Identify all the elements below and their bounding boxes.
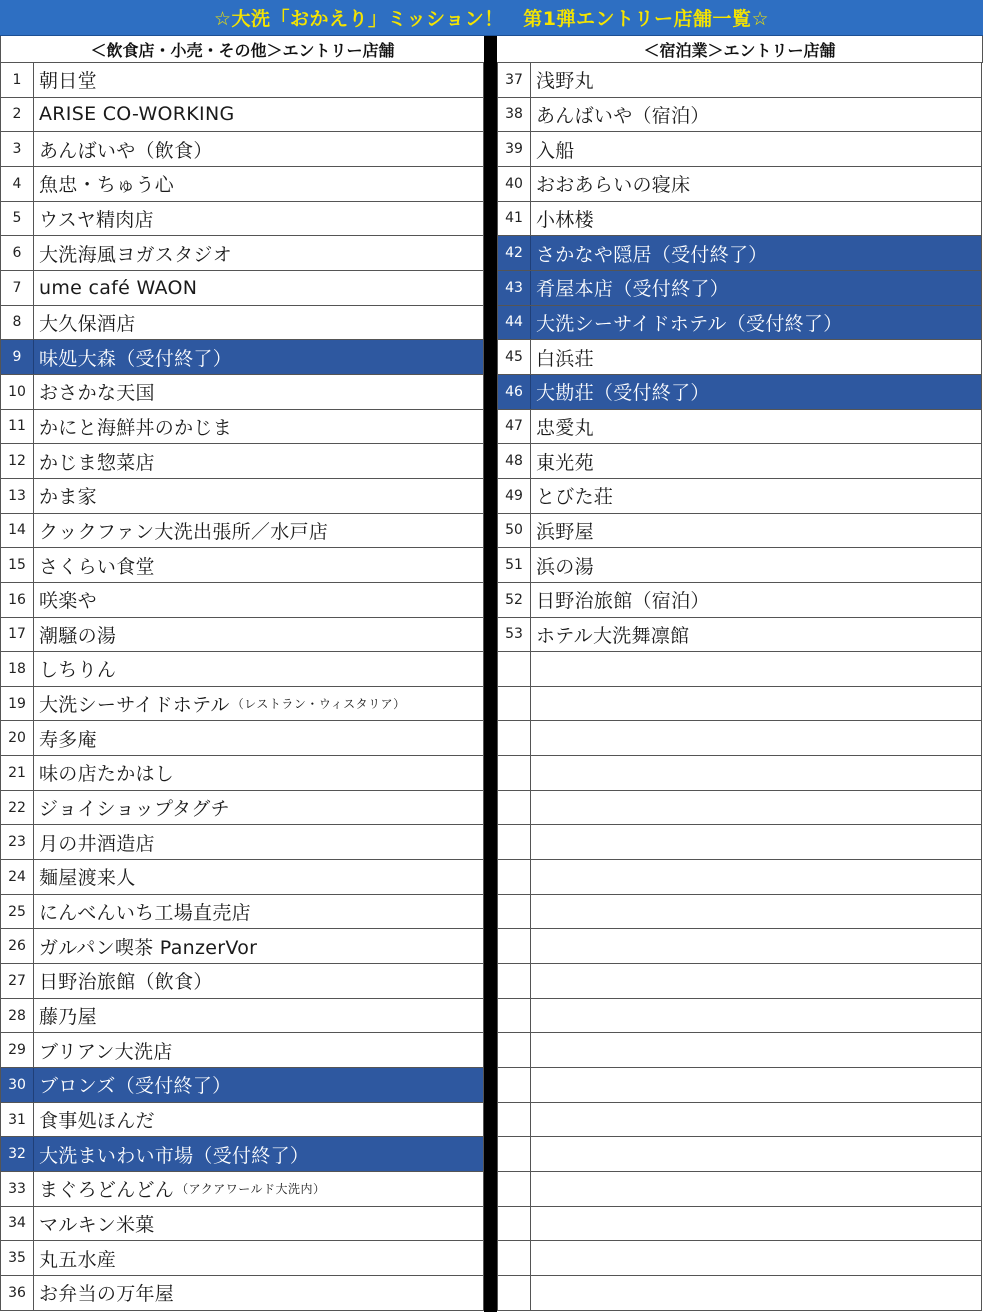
store-number: 24 [1,860,34,894]
store-number: 13 [1,479,34,513]
store-name: 寿多庵 [39,728,97,751]
store-row [0,1276,484,1311]
store-number: 48 [498,444,531,478]
store-row [0,548,484,583]
store-name-cell [34,999,483,1033]
store-number: 43 [498,271,531,305]
store-name-cell [531,964,981,998]
store-row [0,63,484,98]
store-row [497,929,982,964]
store-number [498,1207,531,1241]
store-name: 日野治旅館（飲食） [39,971,213,994]
store-name: 咲楽や [39,590,97,613]
store-name-cell [531,825,981,859]
store-row-closed [497,375,982,410]
store-name: 浜野屋 [536,520,594,543]
store-name-cell [34,410,483,444]
store-name-cell [531,583,981,617]
store-row [497,167,982,202]
store-row [0,202,484,237]
store-number: 19 [1,687,34,721]
store-name-cell [34,1172,483,1206]
store-name-cell [34,98,483,132]
store-number: 7 [1,271,34,305]
store-name: まぐろどんどん [39,1179,175,1202]
store-row [0,1172,484,1207]
right-column-header: ＜宿泊業＞エントリー店舗 [497,36,983,63]
store-number [498,929,531,963]
store-row [0,1103,484,1138]
store-row [497,791,982,826]
store-name-cell [531,1172,981,1206]
store-name-cell [34,929,483,963]
store-name: ガルパン喫茶 PanzerVor [39,936,258,959]
store-row [0,479,484,514]
store-number: 27 [1,964,34,998]
column-divider [484,36,497,1312]
store-row [497,202,982,237]
store-name-cell [34,340,483,374]
store-number: 38 [498,98,531,132]
store-name-cell [531,202,981,236]
store-name: ARISE CO-WORKING [39,103,235,126]
store-number: 25 [1,895,34,929]
store-row [497,410,982,445]
store-number: 21 [1,756,34,790]
store-row-closed [497,271,982,306]
store-name: 東光苑 [536,451,594,474]
store-number: 35 [1,1241,34,1275]
store-name-cell [531,514,981,548]
store-name-cell [531,1207,981,1241]
store-name-cell [34,618,483,652]
store-row [0,375,484,410]
store-row [497,1207,982,1242]
left-column-header: ＜飲食店・小売・その他＞エントリー店舗 [0,36,484,63]
store-name-cell [34,306,483,340]
store-name: 麺屋渡来人 [39,867,136,890]
store-name: 大洗シーサイドホテル（受付終了） [536,312,843,335]
store-name: あんばいや（宿泊） [536,104,710,127]
store-number [498,1137,531,1171]
store-name-cell [531,271,981,305]
store-row-closed [0,1068,484,1103]
store-number: 53 [498,618,531,652]
store-number: 15 [1,548,34,582]
store-name: ホテル大洗舞凛館 [536,624,690,647]
store-name-cell [34,1276,483,1310]
store-name-cell [34,756,483,790]
store-row [497,1172,982,1207]
store-row [497,514,982,549]
store-row [0,652,484,687]
store-row [0,236,484,271]
store-row [0,132,484,167]
store-name-cell [531,479,981,513]
store-name-cell [34,964,483,998]
store-name-cell [531,1276,981,1310]
store-name: 月の井酒造店 [39,832,155,855]
store-name: ウスヤ精肉店 [39,208,154,231]
store-row [497,860,982,895]
store-row [497,964,982,999]
store-number [498,687,531,721]
store-name: 白浜荘 [536,347,594,370]
store-name-cell [531,618,981,652]
store-row [0,964,484,999]
store-number: 44 [498,306,531,340]
store-number: 11 [1,410,34,444]
store-number: 34 [1,1207,34,1241]
store-row [497,583,982,618]
store-name: 忠愛丸 [536,416,594,439]
store-row [497,1137,982,1172]
store-number: 5 [1,202,34,236]
store-name-cell [531,63,981,97]
store-number [498,964,531,998]
store-name: にんべんいち工場直売店 [39,902,251,925]
store-name: 潮騒の湯 [39,624,117,647]
store-name-cell [34,271,483,305]
store-row [497,825,982,860]
store-number [498,791,531,825]
store-row [0,271,484,306]
store-name-cell [531,1137,981,1171]
store-name-cell [34,548,483,582]
store-name: 朝日堂 [39,70,97,93]
store-name-cell [531,929,981,963]
store-row [0,583,484,618]
store-name-cell [531,1068,981,1102]
store-row [497,98,982,133]
store-name: 小林楼 [536,208,594,231]
store-name-cell [34,791,483,825]
store-name-cell [531,1103,981,1137]
store-name-cell [531,410,981,444]
store-name: 入船 [536,139,575,162]
store-name: しちりん [39,659,117,682]
store-number [498,1172,531,1206]
store-name: 大洗まいわい市場（受付終了） [39,1144,310,1167]
store-name-cell [531,860,981,894]
store-name-cell [531,444,981,478]
store-note: （アクアワールド大洗内） [176,1182,326,1197]
page-title: ☆大洗「おかえり」ミッション！ 第1弾エントリー店舗一覧☆ [0,0,983,36]
store-number: 31 [1,1103,34,1137]
store-number [498,1276,531,1310]
store-number: 41 [498,202,531,236]
store-number [498,1068,531,1102]
store-number [498,1241,531,1275]
store-row [497,1276,982,1311]
store-number: 49 [498,479,531,513]
store-name-cell [531,548,981,582]
store-row [497,444,982,479]
store-row [497,63,982,98]
store-name-cell [34,1241,483,1275]
store-number [498,652,531,686]
store-name-cell [34,583,483,617]
store-name-cell [531,721,981,755]
store-name-cell [531,1241,981,1275]
store-row-closed [0,1137,484,1172]
store-name-cell [531,375,981,409]
store-name: 大勘荘（受付終了） [536,382,710,405]
store-name: 食事処ほんだ [39,1110,155,1133]
store-number: 36 [1,1276,34,1310]
store-row [0,167,484,202]
store-name-cell [531,756,981,790]
store-row [0,756,484,791]
store-number: 22 [1,791,34,825]
store-name: 味処大森（受付終了） [39,347,233,370]
store-name-cell [531,652,981,686]
store-number [498,721,531,755]
store-row [0,999,484,1034]
store-name: 大洗海風ヨガスタジオ [39,243,233,266]
store-row [497,687,982,722]
store-row [497,479,982,514]
store-number: 1 [1,63,34,97]
store-row [0,618,484,653]
store-name: 肴屋本店（受付終了） [536,278,730,301]
store-name-cell [531,999,981,1033]
store-name-cell [531,306,981,340]
store-name: ジョイショップタグチ [39,798,230,821]
store-number: 47 [498,410,531,444]
store-row [497,1068,982,1103]
store-number: 26 [1,929,34,963]
store-name-cell [34,479,483,513]
store-name-cell [531,687,981,721]
store-name-cell [34,444,483,478]
store-name: お弁当の万年屋 [39,1283,175,1306]
store-name: 浅野丸 [536,70,594,93]
store-row [497,756,982,791]
store-name-cell [531,167,981,201]
store-row [0,1241,484,1276]
store-number: 23 [1,825,34,859]
store-number: 33 [1,1172,34,1206]
store-name: 藤乃屋 [39,1006,97,1029]
store-number [498,895,531,929]
store-row [0,98,484,133]
store-name: ume café WAON [39,276,198,299]
store-number: 40 [498,167,531,201]
store-number: 42 [498,236,531,270]
store-number: 51 [498,548,531,582]
store-row [497,618,982,653]
store-name: おさかな天国 [39,382,155,405]
store-name-cell [34,687,483,721]
store-row [0,895,484,930]
store-row [0,1207,484,1242]
store-number: 28 [1,999,34,1033]
store-row [497,548,982,583]
store-note: （レストラン・ウィスタリア） [231,697,406,712]
store-number: 8 [1,306,34,340]
store-number: 10 [1,375,34,409]
store-name: 魚忠・ちゅう心 [39,174,175,197]
store-number: 17 [1,618,34,652]
store-number: 9 [1,340,34,374]
store-number: 3 [1,132,34,166]
store-name: 日野治旅館（宿泊） [536,590,710,613]
store-name: 浜の湯 [536,555,594,578]
store-name: 味の店たかはし [39,763,175,786]
store-name: 丸五水産 [39,1248,117,1271]
store-row [0,514,484,549]
store-row [497,132,982,167]
store-number: 2 [1,98,34,132]
store-number [498,1103,531,1137]
store-number [498,756,531,790]
store-name: 大久保酒店 [39,312,136,335]
store-number [498,825,531,859]
store-number: 18 [1,652,34,686]
store-name-cell [34,1033,483,1067]
store-number: 39 [498,132,531,166]
store-name: ブリアン大洗店 [39,1040,173,1063]
store-number: 30 [1,1068,34,1102]
store-row [0,444,484,479]
store-name-cell [34,825,483,859]
store-number: 16 [1,583,34,617]
store-number: 50 [498,514,531,548]
store-row [497,1241,982,1276]
store-row-closed [497,306,982,341]
store-row [497,1033,982,1068]
store-name-cell [34,514,483,548]
left-store-list [0,63,484,1311]
store-row [497,999,982,1034]
store-row [0,687,484,722]
store-name: あんばいや（飲食） [39,139,213,162]
store-name: おおあらいの寝床 [536,174,691,197]
store-name-cell [531,1033,981,1067]
store-name-cell [34,1207,483,1241]
store-name: クックファン大洗出張所／水戸店 [39,520,329,543]
store-name: かじま惣菜店 [39,451,155,474]
store-name: かま家 [39,486,97,509]
store-name-cell [34,375,483,409]
store-name-cell [34,132,483,166]
store-name: さくらい食堂 [39,555,155,578]
store-number: 14 [1,514,34,548]
store-number: 37 [498,63,531,97]
store-number: 45 [498,340,531,374]
store-name-cell [34,236,483,270]
store-number [498,1033,531,1067]
right-store-list [497,63,982,1311]
store-row [0,1033,484,1068]
store-name-cell [34,860,483,894]
store-name-cell [531,98,981,132]
store-number: 52 [498,583,531,617]
store-name-cell [34,1068,483,1102]
store-name-cell [531,895,981,929]
store-row [497,652,982,687]
store-name: さかなや隠居（受付終了） [536,243,768,266]
store-number: 4 [1,167,34,201]
store-name: 大洗シーサイドホテル [39,694,230,717]
store-row-closed [497,236,982,271]
store-name-cell [531,791,981,825]
store-row [0,791,484,826]
store-number: 20 [1,721,34,755]
store-row [0,929,484,964]
store-name-cell [34,202,483,236]
store-number: 29 [1,1033,34,1067]
store-row-closed [0,340,484,375]
store-number: 6 [1,236,34,270]
store-name: かにと海鮮丼のかじま [39,416,233,439]
store-name-cell [34,63,483,97]
store-row [497,340,982,375]
store-name-cell [34,1137,483,1171]
store-name-cell [34,652,483,686]
store-name-cell [34,721,483,755]
store-name: ブロンズ（受付終了） [39,1075,232,1098]
store-row [497,895,982,930]
store-number [498,860,531,894]
store-row [0,721,484,756]
store-row [0,860,484,895]
store-name: とびた荘 [536,486,614,509]
store-name-cell [34,1103,483,1137]
store-number: 12 [1,444,34,478]
store-row [0,825,484,860]
store-row [0,410,484,445]
store-name-cell [34,895,483,929]
store-name-cell [531,340,981,374]
store-name-cell [34,167,483,201]
store-number: 46 [498,375,531,409]
store-row [0,306,484,341]
store-number: 32 [1,1137,34,1171]
store-row [497,721,982,756]
store-name-cell [531,132,981,166]
store-number [498,999,531,1033]
store-row [497,1103,982,1138]
store-name-cell [531,236,981,270]
store-name: マルキン米菓 [39,1213,155,1236]
